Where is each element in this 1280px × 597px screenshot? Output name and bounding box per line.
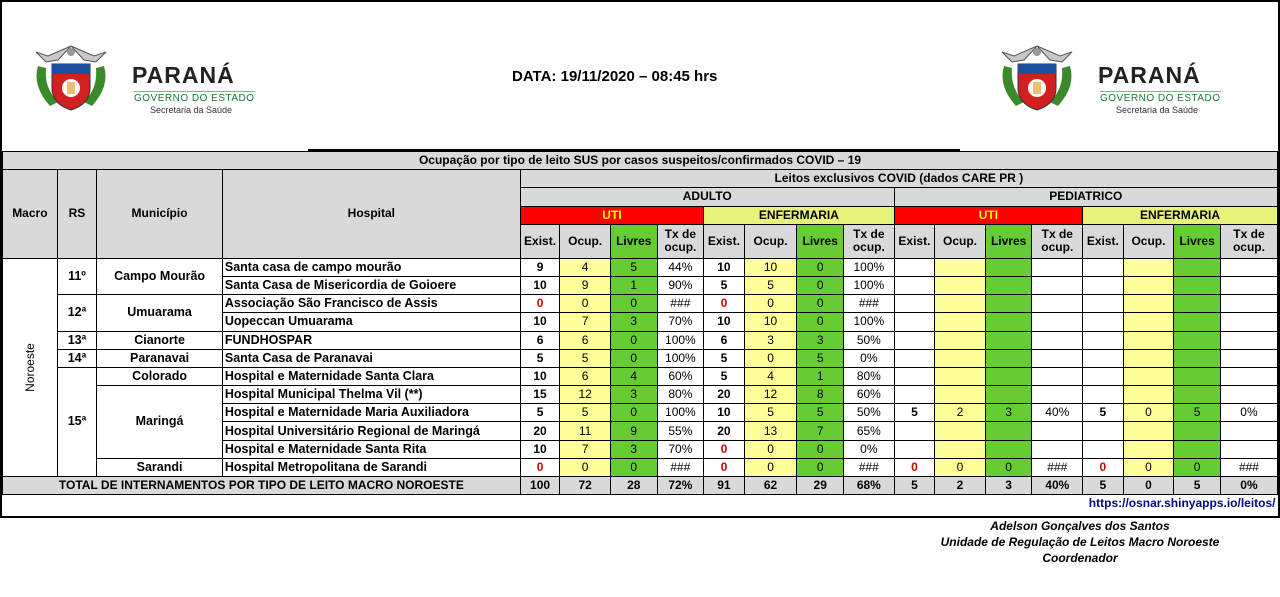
value-cell xyxy=(1220,440,1277,458)
value-cell: 3 xyxy=(744,331,797,349)
value-cell: 60% xyxy=(844,386,895,404)
value-cell xyxy=(1220,276,1277,294)
value-cell: 6 xyxy=(704,331,745,349)
value-cell: 0% xyxy=(844,349,895,367)
table-row xyxy=(3,458,1278,476)
macro-cell xyxy=(3,258,58,476)
value-cell xyxy=(1174,295,1221,313)
pediatrico-enfermaria-header: ENFERMARIA xyxy=(1083,206,1278,224)
value-cell: 0 xyxy=(797,440,844,458)
value-cell: 20 xyxy=(520,422,560,440)
total-cell: 28 xyxy=(610,477,657,495)
value-cell xyxy=(1083,331,1124,349)
value-cell xyxy=(1123,422,1174,440)
value-cell: 60% xyxy=(657,367,704,385)
value-cell: 55% xyxy=(657,422,704,440)
value-cell: 0% xyxy=(844,440,895,458)
total-cell: 5 xyxy=(1083,477,1124,495)
col-rs: RS xyxy=(57,170,97,259)
rs-cell: 15ª xyxy=(57,367,97,476)
value-cell xyxy=(1083,258,1124,276)
value-cell: 5 xyxy=(520,349,560,367)
value-cell: 0 xyxy=(797,458,844,476)
parana-logo-left xyxy=(28,42,298,117)
table-row xyxy=(3,258,1278,276)
value-cell: ### xyxy=(1220,458,1277,476)
value-cell xyxy=(935,367,986,385)
subheader-cell: Tx de ocup. xyxy=(844,224,895,258)
col-macro: Macro xyxy=(3,170,58,259)
municipio-cell: Campo Mourão xyxy=(97,258,223,294)
total-cell: 62 xyxy=(744,477,797,495)
subheader-cell: Livres xyxy=(1174,224,1221,258)
value-cell: 10 xyxy=(520,313,560,331)
value-cell: 0 xyxy=(797,258,844,276)
total-cell: 91 xyxy=(704,477,745,495)
value-cell xyxy=(935,422,986,440)
value-cell: 100% xyxy=(657,349,704,367)
value-cell: 100% xyxy=(657,331,704,349)
value-cell xyxy=(1174,367,1221,385)
value-cell: 0 xyxy=(704,440,745,458)
value-cell xyxy=(1123,331,1174,349)
value-cell xyxy=(1123,367,1174,385)
value-cell xyxy=(1220,258,1277,276)
value-cell xyxy=(935,258,986,276)
value-cell: 3 xyxy=(610,440,657,458)
value-cell: 9 xyxy=(520,258,560,276)
rs-cell: 13ª xyxy=(57,331,97,349)
hospital-cell: Uopeccan Umuarama xyxy=(222,313,520,331)
value-cell xyxy=(1174,440,1221,458)
logo-government: GOVERNO DO ESTADO xyxy=(1100,93,1221,104)
value-cell: 0 xyxy=(797,313,844,331)
leitos-header: Leitos exclusivos COVID (dados CARE PR ) xyxy=(520,170,1277,188)
value-cell xyxy=(1123,276,1174,294)
value-cell: 5 xyxy=(1174,404,1221,422)
adulto-enfermaria-header: ENFERMARIA xyxy=(704,206,894,224)
value-cell: ### xyxy=(1032,458,1083,476)
value-cell: 11 xyxy=(560,422,611,440)
value-cell xyxy=(1032,313,1083,331)
value-cell xyxy=(894,386,935,404)
logo-name: PARANÁ xyxy=(1098,62,1201,88)
signature-name: Adelson Gonçalves dos Santos xyxy=(990,519,1170,533)
value-cell xyxy=(985,422,1032,440)
value-cell xyxy=(1174,276,1221,294)
value-cell: 7 xyxy=(560,313,611,331)
total-cell: 3 xyxy=(985,477,1032,495)
value-cell: 5 xyxy=(797,349,844,367)
value-cell: 0 xyxy=(1123,458,1174,476)
value-cell xyxy=(894,331,935,349)
value-cell: 5 xyxy=(560,404,611,422)
signature-title: Coordenador xyxy=(1042,551,1118,565)
subheader-cell: Ocup. xyxy=(935,224,986,258)
value-cell: 6 xyxy=(560,367,611,385)
value-cell xyxy=(985,331,1032,349)
table-title: Ocupação por tipo de leito SUS por casos suspeitos/confirmados COVID – 19 xyxy=(3,152,1278,170)
value-cell xyxy=(1220,367,1277,385)
coat-of-arms-icon xyxy=(994,42,1080,114)
value-cell xyxy=(935,386,986,404)
total-cell: 100 xyxy=(520,477,560,495)
value-cell: 65% xyxy=(844,422,895,440)
value-cell: 70% xyxy=(657,313,704,331)
value-cell: 4 xyxy=(744,367,797,385)
value-cell: 5 xyxy=(744,404,797,422)
adulto-uti-header: UTI xyxy=(520,206,703,224)
value-cell xyxy=(1032,386,1083,404)
value-cell xyxy=(985,295,1032,313)
col-municipio: Município xyxy=(97,170,223,259)
total-cell: 5 xyxy=(894,477,935,495)
value-cell xyxy=(985,349,1032,367)
subheader-cell: Ocup. xyxy=(744,224,797,258)
value-cell: 0 xyxy=(704,295,745,313)
value-cell: 0 xyxy=(797,276,844,294)
rs-cell: 11º xyxy=(57,258,97,294)
value-cell: 5 xyxy=(744,276,797,294)
value-cell: 10 xyxy=(704,404,745,422)
value-cell: 5 xyxy=(704,276,745,294)
value-cell: ### xyxy=(657,458,704,476)
value-cell: 6 xyxy=(560,331,611,349)
value-cell: 0 xyxy=(520,458,560,476)
subheader-cell: Livres xyxy=(610,224,657,258)
value-cell: 0 xyxy=(520,295,560,313)
value-cell: 50% xyxy=(844,331,895,349)
value-cell xyxy=(1174,313,1221,331)
value-cell: 7 xyxy=(560,440,611,458)
rs-cell: 12ª xyxy=(57,295,97,331)
logo-government: GOVERNO DO ESTADO xyxy=(134,93,255,104)
col-hospital: Hospital xyxy=(222,170,520,259)
value-cell: 0 xyxy=(610,458,657,476)
signature-block xyxy=(920,518,1240,566)
value-cell: 0 xyxy=(744,440,797,458)
value-cell: 20 xyxy=(704,386,745,404)
value-cell xyxy=(1083,367,1124,385)
value-cell: ### xyxy=(844,295,895,313)
value-cell xyxy=(1083,422,1124,440)
value-cell: 0 xyxy=(560,295,611,313)
municipio-cell: Cianorte xyxy=(97,331,223,349)
value-cell xyxy=(1032,258,1083,276)
hospital-cell: Hospital Universitário Regional de Maringá xyxy=(222,422,520,440)
value-cell xyxy=(1032,367,1083,385)
total-cell: 0% xyxy=(1220,477,1277,495)
value-cell xyxy=(1174,422,1221,440)
source-link[interactable]: https://osnar.shinyapps.io/leitos/ xyxy=(3,495,1278,513)
hospital-cell: Hospital e Maternidade Maria Auxiliadora xyxy=(222,404,520,422)
value-cell: 10 xyxy=(744,258,797,276)
municipio-cell: Colorado xyxy=(97,367,223,385)
value-cell xyxy=(1174,258,1221,276)
logo-secretariat: Secretaria da Saúde xyxy=(150,105,233,115)
value-cell: 4 xyxy=(560,258,611,276)
value-cell: 9 xyxy=(560,276,611,294)
value-cell xyxy=(985,276,1032,294)
total-cell: 72% xyxy=(657,477,704,495)
value-cell xyxy=(1123,386,1174,404)
value-cell: 5 xyxy=(894,404,935,422)
value-cell xyxy=(1032,331,1083,349)
value-cell: 0 xyxy=(610,404,657,422)
value-cell: 0 xyxy=(1123,404,1174,422)
total-cell: 40% xyxy=(1032,477,1083,495)
hospital-cell: Hospital e Maternidade Santa Rita xyxy=(222,440,520,458)
municipio-cell: Sarandi xyxy=(97,458,223,476)
value-cell xyxy=(1174,331,1221,349)
value-cell: 70% xyxy=(657,440,704,458)
hospital-cell: Hospital Municipal Thelma Vil (**) xyxy=(222,386,520,404)
table-row xyxy=(3,295,1278,313)
table-row xyxy=(3,349,1278,367)
adulto-header: ADULTO xyxy=(520,188,894,206)
hospital-cell: Santa casa de campo mourão xyxy=(222,258,520,276)
subheader-cell: Exist. xyxy=(520,224,560,258)
bed-occupancy-table xyxy=(2,151,1278,513)
value-cell xyxy=(894,349,935,367)
hospital-cell: Hospital e Maternidade Santa Clara xyxy=(222,367,520,385)
value-cell: 80% xyxy=(844,367,895,385)
value-cell xyxy=(894,276,935,294)
subheader-cell: Exist. xyxy=(704,224,745,258)
total-cell: 0 xyxy=(1123,477,1174,495)
subheader-cell: Ocup. xyxy=(560,224,611,258)
value-cell: 10 xyxy=(704,258,745,276)
value-cell: 5 xyxy=(704,367,745,385)
value-cell: 0 xyxy=(985,458,1032,476)
value-cell xyxy=(894,440,935,458)
value-cell xyxy=(1174,386,1221,404)
value-cell: 8 xyxy=(797,386,844,404)
value-cell: 2 xyxy=(935,404,986,422)
value-cell xyxy=(1220,313,1277,331)
total-label: TOTAL DE INTERNAMENTOS POR TIPO DE LEITO MACRO NOROESTE xyxy=(3,477,521,495)
pediatrico-header: PEDIATRICO xyxy=(894,188,1277,206)
value-cell: 5 xyxy=(797,404,844,422)
value-cell: 0 xyxy=(1083,458,1124,476)
value-cell xyxy=(1123,440,1174,458)
value-cell: 50% xyxy=(844,404,895,422)
value-cell xyxy=(985,367,1032,385)
value-cell xyxy=(1220,349,1277,367)
total-cell: 29 xyxy=(797,477,844,495)
table-row xyxy=(3,386,1278,404)
subheader-cell: Ocup. xyxy=(1123,224,1174,258)
value-cell: 100% xyxy=(844,258,895,276)
value-cell xyxy=(985,440,1032,458)
value-cell xyxy=(1123,313,1174,331)
subheader-cell: Tx de ocup. xyxy=(1032,224,1083,258)
value-cell: 10 xyxy=(520,367,560,385)
parana-logo-right xyxy=(994,42,1264,117)
value-cell xyxy=(1083,276,1124,294)
signature-role: Unidade de Regulação de Leitos Macro Noroeste xyxy=(940,535,1220,549)
value-cell: 40% xyxy=(1032,404,1083,422)
value-cell: 10 xyxy=(744,313,797,331)
value-cell xyxy=(1123,258,1174,276)
value-cell xyxy=(1220,331,1277,349)
subheader-cell: Exist. xyxy=(894,224,935,258)
hospital-cell: Santa Casa de Misericordia de Goioere xyxy=(222,276,520,294)
value-cell: 100% xyxy=(844,276,895,294)
hospital-cell: Associação São Francisco de Assis xyxy=(222,295,520,313)
value-cell: 7 xyxy=(797,422,844,440)
value-cell: 0 xyxy=(610,295,657,313)
value-cell: 0 xyxy=(744,458,797,476)
value-cell: 12 xyxy=(744,386,797,404)
logo-name: PARANÁ xyxy=(132,62,235,88)
report-header xyxy=(2,2,1278,151)
hospital-cell: FUNDHOSPAR xyxy=(222,331,520,349)
value-cell: 5 xyxy=(560,349,611,367)
value-cell: ### xyxy=(657,295,704,313)
value-cell: 0 xyxy=(894,458,935,476)
macro-name: Noroeste xyxy=(22,343,37,392)
value-cell xyxy=(935,313,986,331)
value-cell xyxy=(1032,349,1083,367)
value-cell xyxy=(1123,295,1174,313)
value-cell: 9 xyxy=(610,422,657,440)
value-cell: 1 xyxy=(797,367,844,385)
value-cell: 100% xyxy=(844,313,895,331)
total-cell: 72 xyxy=(560,477,611,495)
value-cell xyxy=(1220,422,1277,440)
value-cell: 100% xyxy=(657,404,704,422)
subheader-cell: Tx de ocup. xyxy=(1220,224,1277,258)
value-cell: 44% xyxy=(657,258,704,276)
value-cell: 10 xyxy=(520,276,560,294)
table-row xyxy=(3,331,1278,349)
value-cell xyxy=(1032,295,1083,313)
value-cell: 0 xyxy=(744,295,797,313)
value-cell: 0 xyxy=(1174,458,1221,476)
value-cell xyxy=(985,386,1032,404)
value-cell: 0 xyxy=(744,349,797,367)
report-date: DATA: 19/11/2020 – 08:45 hrs xyxy=(512,68,718,85)
value-cell: 80% xyxy=(657,386,704,404)
value-cell: 12 xyxy=(560,386,611,404)
total-cell: 5 xyxy=(1174,477,1221,495)
value-cell: 0 xyxy=(560,458,611,476)
value-cell: 5 xyxy=(610,258,657,276)
value-cell: 10 xyxy=(520,440,560,458)
value-cell xyxy=(935,331,986,349)
value-cell: 3 xyxy=(610,386,657,404)
value-cell xyxy=(985,313,1032,331)
value-cell xyxy=(1220,386,1277,404)
value-cell: ### xyxy=(844,458,895,476)
value-cell xyxy=(1083,440,1124,458)
value-cell xyxy=(1123,349,1174,367)
value-cell: 0 xyxy=(610,349,657,367)
hospital-cell: Hospital Metropolitana de Sarandi xyxy=(222,458,520,476)
value-cell xyxy=(1032,422,1083,440)
value-cell: 4 xyxy=(610,367,657,385)
value-cell: 3 xyxy=(985,404,1032,422)
municipio-cell: Paranavai xyxy=(97,349,223,367)
value-cell: 6 xyxy=(520,331,560,349)
table-row xyxy=(3,367,1278,385)
subheader-cell: Livres xyxy=(985,224,1032,258)
value-cell xyxy=(894,295,935,313)
value-cell: 0 xyxy=(935,458,986,476)
value-cell xyxy=(894,367,935,385)
value-cell xyxy=(1032,276,1083,294)
value-cell: 0 xyxy=(704,458,745,476)
subheader-cell: Livres xyxy=(797,224,844,258)
value-cell: 1 xyxy=(610,276,657,294)
value-cell xyxy=(1032,440,1083,458)
value-cell xyxy=(935,295,986,313)
value-cell xyxy=(1174,349,1221,367)
url-row xyxy=(3,495,1278,513)
municipio-cell: Maringá xyxy=(97,386,223,459)
value-cell: 5 xyxy=(1083,404,1124,422)
total-row xyxy=(3,477,1278,495)
value-cell xyxy=(1083,386,1124,404)
value-cell: 0% xyxy=(1220,404,1277,422)
value-cell xyxy=(985,258,1032,276)
value-cell xyxy=(935,276,986,294)
value-cell xyxy=(1220,295,1277,313)
value-cell xyxy=(1083,295,1124,313)
value-cell: 20 xyxy=(704,422,745,440)
hospital-cell: Santa Casa de Paranavai xyxy=(222,349,520,367)
total-cell: 2 xyxy=(935,477,986,495)
value-cell xyxy=(894,258,935,276)
municipio-cell: Umuarama xyxy=(97,295,223,331)
value-cell: 15 xyxy=(520,386,560,404)
coat-of-arms-icon xyxy=(28,42,114,114)
value-cell: 5 xyxy=(704,349,745,367)
value-cell: 5 xyxy=(520,404,560,422)
value-cell: 90% xyxy=(657,276,704,294)
pediatrico-uti-header: UTI xyxy=(894,206,1082,224)
value-cell: 10 xyxy=(704,313,745,331)
subheader-cell: Tx de ocup. xyxy=(657,224,704,258)
value-cell xyxy=(894,422,935,440)
logo-secretariat: Secretaria da Saúde xyxy=(1116,105,1199,115)
value-cell xyxy=(1083,313,1124,331)
value-cell: 13 xyxy=(744,422,797,440)
subheader-cell: Exist. xyxy=(1083,224,1124,258)
total-cell: 68% xyxy=(844,477,895,495)
value-cell: 0 xyxy=(797,295,844,313)
value-cell xyxy=(935,440,986,458)
value-cell: 3 xyxy=(610,313,657,331)
value-cell: 0 xyxy=(610,331,657,349)
value-cell xyxy=(935,349,986,367)
value-cell: 3 xyxy=(797,331,844,349)
value-cell xyxy=(1083,349,1124,367)
value-cell xyxy=(894,313,935,331)
rs-cell: 14ª xyxy=(57,349,97,367)
